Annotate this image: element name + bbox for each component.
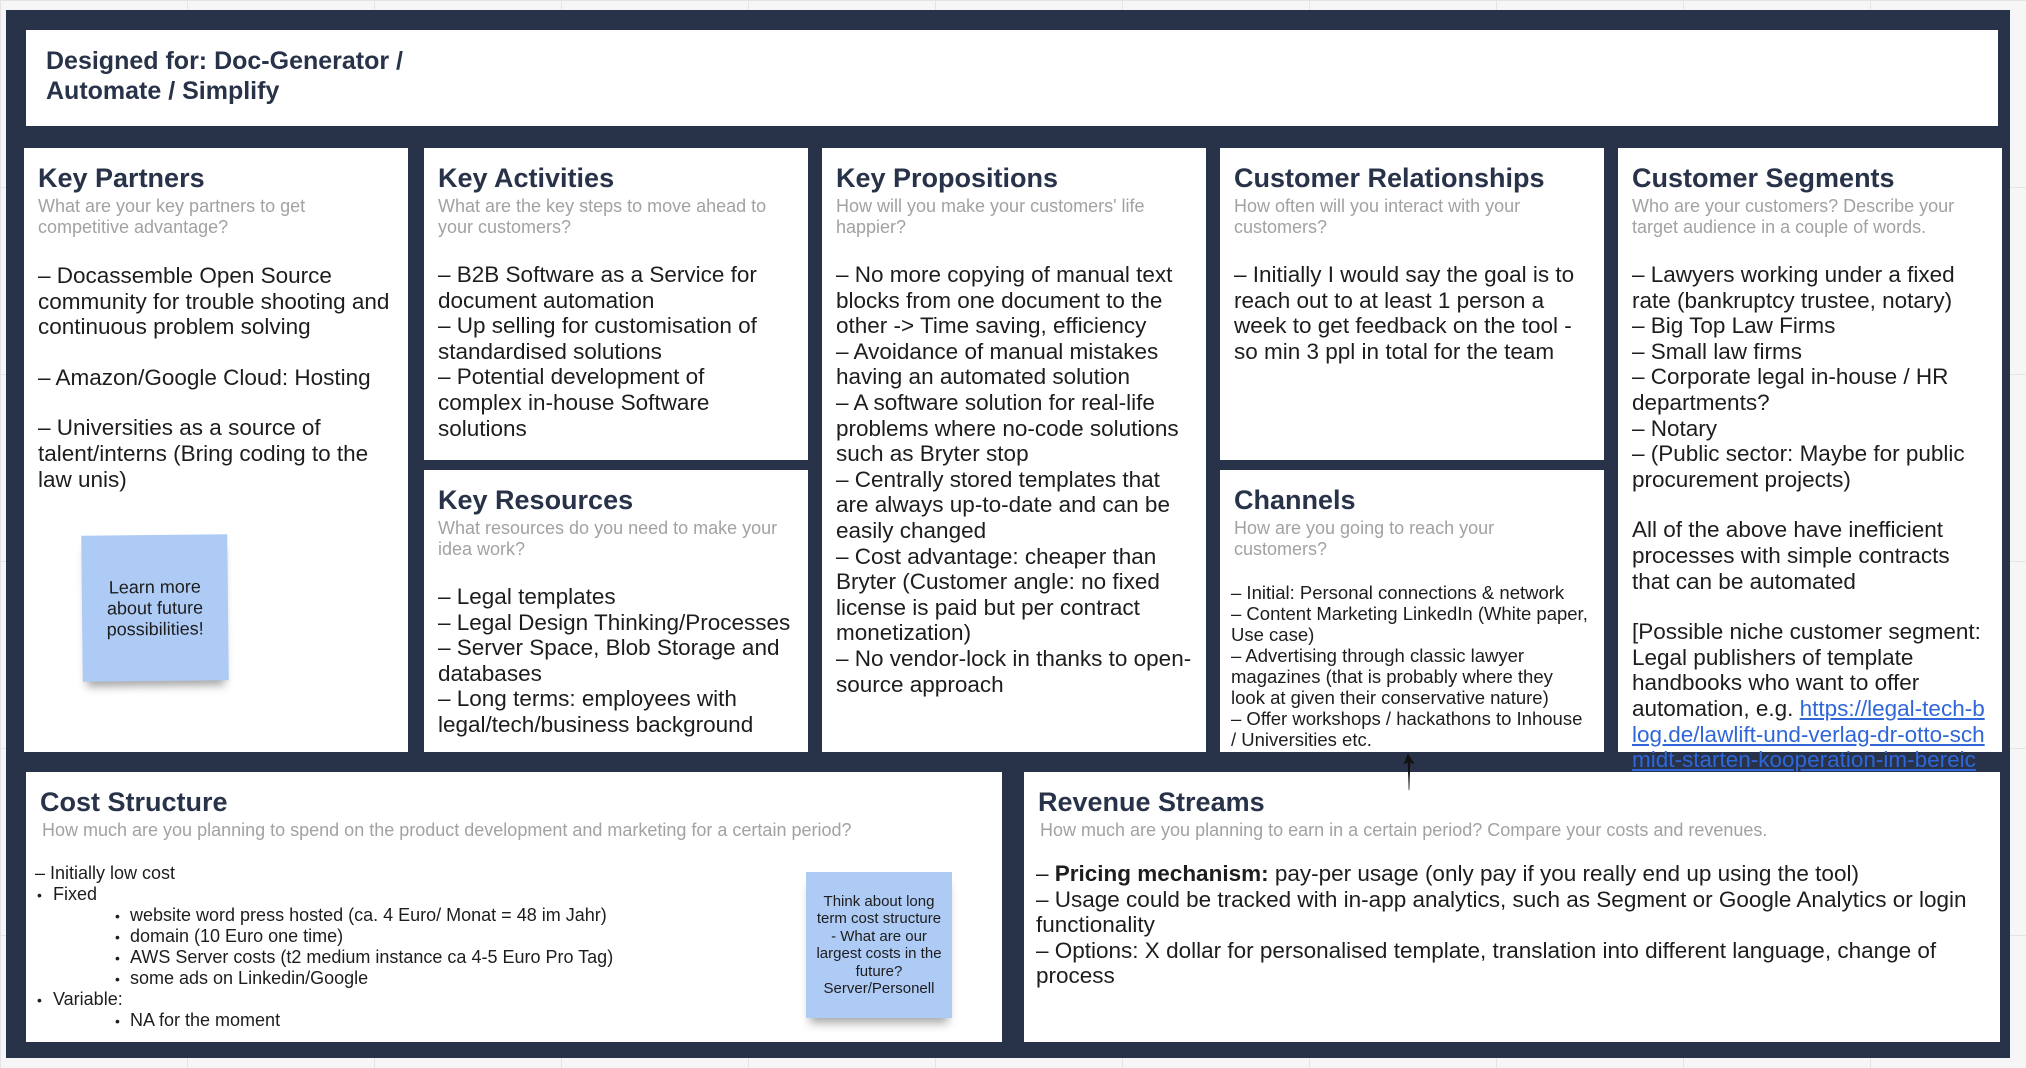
channels-panel[interactable] [1220,470,1604,752]
key-resources-item: – Legal templates [438,584,616,609]
channels-item: – Initial: Personal connections & network [1231,582,1565,603]
customer-relationships-question: How often will you interact with your customers? [1234,196,1521,237]
key-partners-question: What are your key partners to get competitive advantage? [38,196,306,237]
key-resources-item: – Long terms: employees with legal/tech/business background [438,686,754,737]
cost-fixed-item: • domain (10 Euro one time) [35,926,988,947]
cost-fixed-item: • website word press hosted (ca. 4 Euro/ Monat = 48 im Jahr) [35,905,988,926]
header-panel [26,30,1998,126]
customer-segments-item: – Big Top Law Firms [1632,313,1836,339]
key-propositions-item: – Cost advantage: cheaper than Bryter (Customer angle: no fixed license is paid but per contract monetization) [836,543,1160,646]
business-model-canvas [6,10,2010,1058]
customer-segments-item: – (Public sector: Maybe for public procurement projects) [1632,441,1965,492]
revenue-pricing-text: pay-per usage (only pay if you really end up using the tool) [1268,861,1859,886]
customer-segments-panel[interactable] [1618,148,2002,773]
key-activities-question: What are the key steps to move ahead to your customers? [438,196,767,237]
niche-segment-link[interactable]: https://legal-tech-blog.de/lawlift-und-verlag-dr-otto-schmidt-starten-kooperation-im-bereic [1632,695,1985,773]
cost-fixed-item: • some ads on Linkedin/Google [35,968,988,989]
customer-segments-item: – Small law firms [1632,338,1803,364]
key-propositions-item: – No more copying of manual text blocks from one document to the other -> Time saving, efficiency [836,262,1173,339]
customer-segments-item: – Notary [1632,415,1718,441]
key-resources-item: – Server Space, Blob Storage and databases [438,635,780,686]
key-activities-title: Key Activities [438,163,615,193]
key-partners-item: – Amazon/Google Cloud: Hosting [38,364,371,390]
key-activities-item: – Potential development of complex in-house Software solutions [438,364,710,441]
key-resources-item: – Legal Design Thinking/Processes [438,609,791,635]
key-activities-item: – Up selling for customisation of standardised solutions [438,313,757,364]
revenue-pricing-item [1036,861,1986,887]
channels-question: How are you going to reach your customers? [1234,518,1495,559]
revenue-streams-panel[interactable] [1024,772,2000,1042]
customer-segments-title: Customer Segments [1632,163,1895,193]
customer-segments-question: Who are your customers? Describe your target audience in a couple of words. [1632,196,1955,237]
key-resources-panel[interactable] [424,470,808,752]
customer-relationships-panel[interactable] [1220,148,1604,460]
key-resources-question: What resources do you need to make your idea work? [438,518,778,559]
channels-item: – Advertising through classic lawyer magazines (that is probably where they look at given their conservative nature) [1231,645,1553,708]
customer-relationships-title: Customer Relationships [1234,163,1545,193]
channels-item: – Offer workshops / hackathons to Inhouse / Universities etc. [1231,708,1583,750]
key-propositions-question: How will you make your customers' life happier? [836,196,1145,237]
revenue-pricing-prefix: – [1036,861,1055,886]
key-partners-item: – Universities as a source of talent/interns (Bring coding to the law unis) [38,415,369,492]
key-propositions-item: – A software solution for real-life problems where no-code solutions such as Bryter stop [836,389,1179,467]
header-title-line2: Automate / Simplify [46,77,280,105]
key-propositions-title: Key Propositions [836,163,1059,193]
revenue-streams-question: How much are you planning to earn in a certain period? Compare your costs and revenues. [1040,820,1768,840]
sticky-note-text: Learn more about future possibilities! [106,576,204,640]
cost-fixed-item: • AWS Server costs (t2 medium instance ca 4-5 Euro Pro Tag) [35,947,988,968]
key-propositions-item: – Centrally stored templates that are always up-to-date and can be easily changed [836,466,1170,543]
sticky-note-text: Think about long term cost structure - What are our largest costs in the future? Server/Personell [816,892,942,997]
revenue-item: – Usage could be tracked with in-app analytics, such as Segment or Google Analytics or login functionality [1036,886,1967,938]
customer-segments-item: – Corporate legal in-house / HR departments? [1632,364,1949,415]
key-resources-title: Key Resources [438,485,634,515]
cost-fixed-label: • Fixed [35,884,988,905]
sticky-note-costs[interactable] [806,872,952,1018]
channels-title: Channels [1234,485,1356,515]
revenue-item: – Options: X dollar for personalised template, translation into different language, change of process [1036,937,1937,989]
mouse-cursor-icon [1402,752,1416,792]
channels-item: – Content Marketing LinkedIn (White paper, Use case) [1231,603,1588,645]
key-partners-item: – Docassemble Open Source community for trouble shooting and continuous problem solving [38,263,390,340]
key-activities-panel[interactable] [424,148,808,460]
key-activities-item: – B2B Software as a Service for document automation [438,262,757,313]
cost-structure-question: How much are you planning to spend on the product development and marketing for a certain period? [42,820,852,840]
sticky-note-future[interactable] [81,534,229,682]
key-propositions-item: – Avoidance of manual mistakes having an automated solution [836,338,1159,390]
customer-relationships-text: – Initially I would say the goal is to reach out to at least 1 person a week to get feedback on the tool - so min 3 ppl in total for the team [1234,262,1575,364]
cost-structure-title: Cost Structure [40,787,228,817]
cost-intro: – Initially low cost [35,863,176,883]
revenue-streams-title: Revenue Streams [1038,787,1265,817]
niche-segment-prefix: [Possible niche customer segment: Legal publishers of template handbooks who want to offer automation, e.g. [1632,619,1981,721]
customer-segments-summary: All of the above have inefficient processes with simple contracts that can be automated [1632,517,1950,594]
cost-variable-label: • Variable: [35,989,988,1010]
key-propositions-item: – No vendor-lock in thanks to open-source approach [836,645,1192,697]
cost-variable-item: • NA for the moment [35,1010,988,1031]
key-propositions-panel[interactable] [822,148,1206,752]
customer-segments-item: – Lawyers working under a fixed rate (bankruptcy trustee, notary) [1632,262,1955,313]
key-partners-title: Key Partners [38,163,205,193]
header-title-line1: Designed for: Doc-Generator / [46,47,403,75]
revenue-pricing-label: Pricing mechanism: [1054,861,1269,886]
